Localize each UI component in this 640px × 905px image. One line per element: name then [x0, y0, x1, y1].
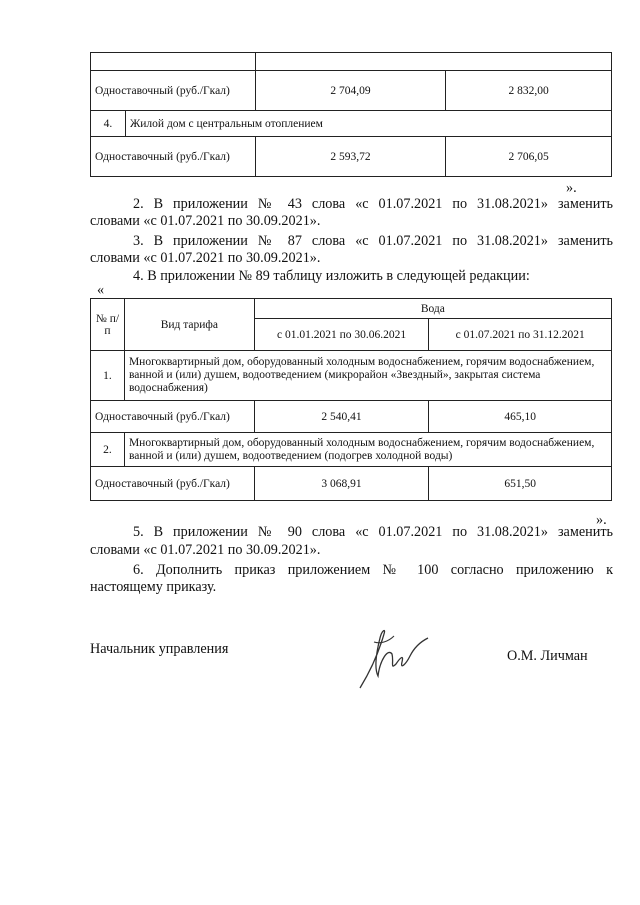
paragraph-4: 4. В приложении № 89 таблицу изложить в следующей редакции: — [133, 268, 530, 284]
tariff-type-cell: Одноставочный (руб./Гкал) — [91, 71, 256, 111]
closing-quote: ». — [566, 180, 577, 196]
value-cell: 2 704,09 — [255, 71, 446, 111]
header-water: Вода — [254, 299, 611, 319]
row-number: 2. — [91, 433, 125, 467]
value-cell: 651,50 — [429, 467, 612, 501]
row-number: 1. — [91, 351, 125, 401]
value-cell: 2 706,05 — [446, 137, 612, 177]
row-number: 4. — [91, 111, 126, 137]
opening-quote: « — [97, 282, 105, 298]
header-number: № п/п — [91, 299, 125, 351]
row-description: Жилой дом с центральным отоплением — [125, 111, 611, 137]
tariff-table-main — [90, 298, 612, 501]
header-tariff-type: Вид тарифа — [124, 299, 254, 351]
paragraph-3-line2: словами «с 01.07.2021 по 30.09.2021». — [90, 250, 321, 266]
value-cell: 2 832,00 — [446, 71, 612, 111]
paragraph-6-line1: 6. Дополнить приказ приложением № 100 согласно приложению к — [133, 562, 613, 578]
tariff-type-cell: Одноставочный (руб./Гкал) — [91, 137, 256, 177]
paragraph-5-line1: 5. В приложении № 90 слова «с 01.07.2021 по 31.08.2021» заменить — [133, 524, 613, 540]
paragraph-2-line1: 2. В приложении № 43 слова «с 01.07.2021 по 31.08.2021» заменить — [133, 196, 613, 212]
value-cell: 2 593,72 — [255, 137, 446, 177]
row-description: Многоквартирный дом, оборудованный холодным водоснабжением, горячим водоснабжением, ванной и (или) душем, водоотведением (микрорайон «Звездный», закрытая система водоснабжения) — [124, 351, 611, 401]
paragraph-2-line2: словами «с 01.07.2021 по 30.09.2021». — [90, 213, 321, 229]
closing-quote: ». — [596, 512, 607, 528]
tariff-type-cell: Одноставочный (руб./Гкал) — [91, 467, 255, 501]
paragraph-6-line2: настоящему приказу. — [90, 579, 217, 595]
handwritten-signature — [350, 620, 440, 695]
tariff-table-top — [90, 52, 612, 177]
header-period-1: с 01.01.2021 по 30.06.2021 — [254, 319, 429, 351]
signatory-position: Начальник управления — [90, 641, 229, 657]
paragraph-5-line2: словами «с 01.07.2021 по 30.09.2021». — [90, 542, 321, 558]
signatory-name: О.М. Личман — [507, 648, 588, 664]
header-period-2: с 01.07.2021 по 31.12.2021 — [429, 319, 612, 351]
value-cell: 465,10 — [429, 401, 612, 433]
paragraph-3-line1: 3. В приложении № 87 слова «с 01.07.2021 по 31.08.2021» заменить — [133, 233, 613, 249]
tariff-type-cell: Одноставочный (руб./Гкал) — [91, 401, 255, 433]
value-cell: 3 068,91 — [254, 467, 429, 501]
value-cell: 2 540,41 — [254, 401, 429, 433]
row-description: Многоквартирный дом, оборудованный холодным водоснабжением, горячим водоснабжением, ванной и (или) душем, водоотведением (подогрев холодной воды) — [124, 433, 611, 467]
